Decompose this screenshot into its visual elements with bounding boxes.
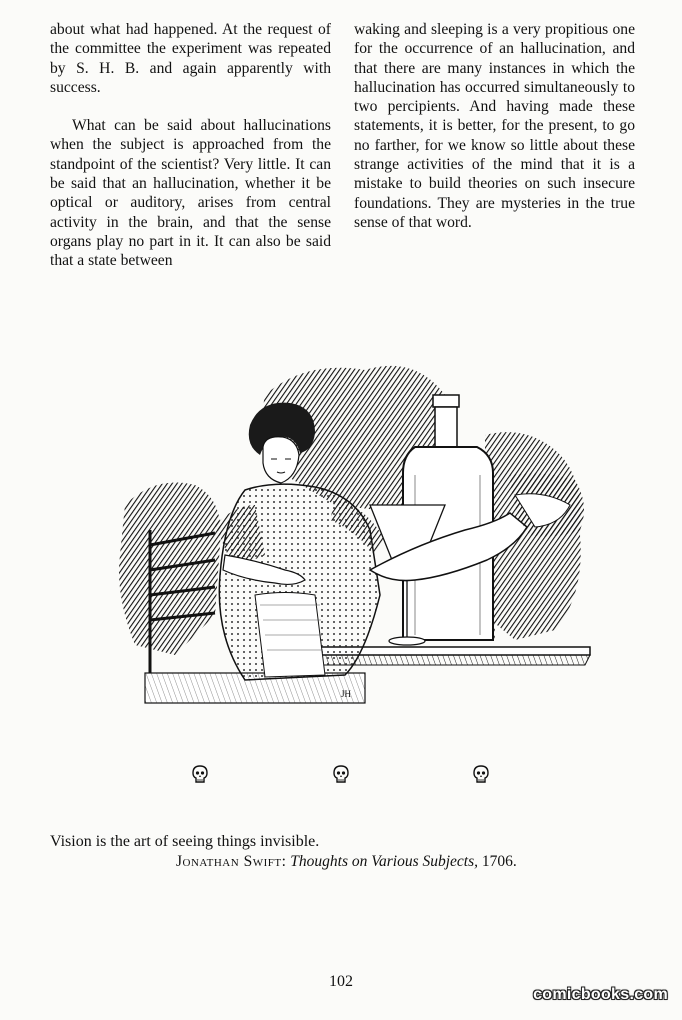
quote-author: Jonathan Swift: xyxy=(176,853,287,870)
ornament-row xyxy=(0,764,682,788)
left-paragraph-2: What can be said about hallucinations when the subject is approached from the standpoint of the scientist? Very little. It can be said that an hallucination, whether it be optical or auditory, arises from central activity in the brain, and that the sense organs play no part in it. It can also be said that a state between xyxy=(50,117,331,270)
skull-ornament-icon xyxy=(472,764,490,786)
table xyxy=(145,647,590,703)
site-watermark: comicbooks.com xyxy=(533,986,668,1003)
epigraph-quote: Vision is the art of seeing things invisible. xyxy=(50,833,320,850)
skull-ornament-icon xyxy=(332,764,350,786)
skull-ornament-icon xyxy=(191,764,209,786)
text-columns xyxy=(50,20,655,320)
right-paragraph-1: waking and sleeping is a very propitious one for the occurrence of an hallucination, and that there are many instances in which the hallucination has occurred simultaneously to two percipients. And having made these statements, it is better, for the present, to go no farther, for we know so little about these strange activities of the mind that it is a mistake to build theories on such insecure foundations. They are mysteries in the true sense of that word. xyxy=(354,21,635,231)
artist-signature: JH xyxy=(341,689,352,699)
quote-year: 1706. xyxy=(481,853,517,870)
left-paragraph-1: about what had happened. At the request of the committee the experiment was repeated by S. H. B. and again apparently with success. xyxy=(50,21,331,96)
right-column xyxy=(354,20,635,232)
quote-work: Thoughts on Various Subjects, xyxy=(290,853,478,870)
page-number: 102 xyxy=(329,973,353,990)
woman-at-table-with-floating-hand-illustration xyxy=(115,355,595,710)
left-column xyxy=(50,20,331,271)
epigraph-attribution xyxy=(176,852,517,872)
